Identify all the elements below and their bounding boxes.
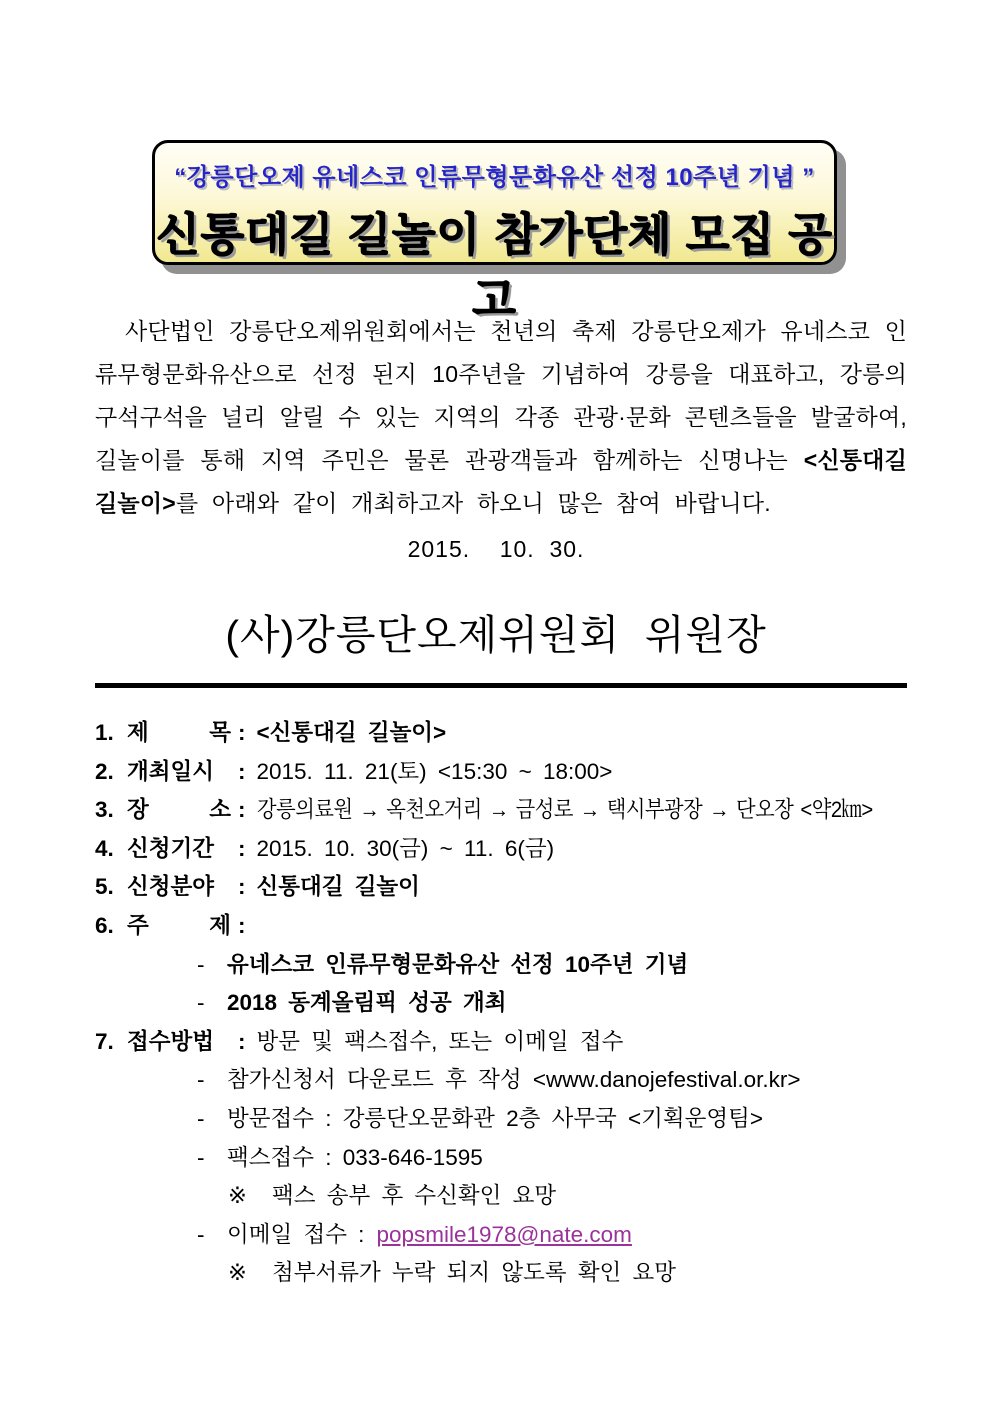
- item-value: 2015. 11. 21(토) <15:30 ~ 18:00>: [256, 758, 613, 784]
- banner-title: 신통대길 길놀이 참가단체 모집 공고: [156, 209, 833, 325]
- item-number: 6.: [95, 912, 114, 938]
- item-colon: :: [238, 835, 246, 861]
- item-label: 접수방법: [127, 1028, 214, 1054]
- subitem-text: 방문접수 : 강릉단오문화관 2층 사무국 <기획운영팀>: [227, 1105, 764, 1131]
- item-number: 5.: [95, 874, 114, 900]
- item-number: 2.: [95, 758, 114, 784]
- subitem-text: 2018 동계올림픽 성공 개최: [227, 990, 507, 1016]
- item-number: 7.: [95, 1028, 114, 1054]
- reference-mark-icon: ※: [228, 1260, 247, 1286]
- reference-mark-icon: ※: [228, 1183, 247, 1209]
- item-colon: :: [238, 1028, 246, 1054]
- banner-box: [152, 140, 837, 325]
- item-label: 장 소: [127, 797, 231, 823]
- dash-bullet: -: [197, 951, 205, 977]
- dash-bullet: -: [197, 990, 205, 1016]
- detail-item-title: [95, 714, 955, 753]
- item-value-route: 강릉의료원 → 옥천오거리 → 금성로 → 택시부광장 → 단오장 <약2㎞>: [256, 797, 873, 823]
- detail-item-period: [95, 830, 955, 869]
- banner-subtitle: “강릉단오제 유네스코 인류무형문화유산 선정 10주년 기념 ”: [174, 164, 815, 191]
- dash-bullet: -: [197, 1067, 205, 1093]
- item-label: 주 제: [127, 912, 231, 938]
- note-text: 팩스 송부 후 수신확인 요망: [272, 1183, 557, 1209]
- item-label: 신청기간: [127, 835, 214, 861]
- announcement-date: 2015. 10. 30.: [407, 536, 585, 562]
- intro-text-after: 를 아래와 같이 개최하고자 하오니 많은 참여 바랍니다.: [175, 490, 771, 516]
- detail-item-apply-method: [95, 1023, 955, 1062]
- topic-subitem: [95, 984, 955, 1023]
- item-label: 개최일시: [127, 758, 214, 784]
- subitem-text: 팩스접수 : 033-646-1595: [227, 1144, 483, 1170]
- item-value: 방문 및 팩스접수, 또는 이메일 접수: [256, 1028, 624, 1054]
- intro-paragraph: [95, 310, 907, 525]
- apply-subitem-fax: [95, 1139, 955, 1178]
- fax-note: [95, 1177, 955, 1216]
- item-colon: :: [238, 874, 246, 900]
- item-number: 3.: [95, 797, 114, 823]
- subitem-text: 참가신청서 다운로드 후 작성 <www.danojefestival.or.kr>: [227, 1067, 801, 1093]
- item-colon: :: [238, 797, 246, 823]
- apply-subitem-visit: [95, 1100, 955, 1139]
- item-label: 신청분야: [127, 874, 214, 900]
- signature-title: (사)강릉단오제위원회 위원장: [225, 612, 767, 658]
- email-note: [95, 1254, 955, 1293]
- detail-item-topic: [95, 907, 955, 946]
- item-colon: :: [238, 720, 246, 745]
- dash-bullet: -: [197, 1105, 205, 1131]
- item-value: 신통대길 길놀이: [256, 874, 420, 900]
- details-list: [95, 714, 955, 1293]
- item-value: 2015. 10. 30(금) ~ 11. 6(금): [256, 835, 555, 861]
- item-number: 1.: [95, 720, 114, 745]
- item-label: 제 목: [127, 720, 231, 745]
- item-value: <신통대길 길놀이>: [256, 720, 447, 745]
- item-number: 4.: [95, 835, 114, 861]
- horizontal-divider: [95, 683, 907, 688]
- apply-subitem-download: [95, 1061, 955, 1100]
- topic-subitem: [95, 946, 955, 985]
- dash-bullet: -: [197, 1144, 205, 1170]
- dash-bullet: -: [197, 1221, 205, 1247]
- note-text: 첨부서류가 누락 되지 않도록 확인 요망: [272, 1260, 677, 1286]
- subitem-text: 유네스코 인류무형문화유산 선정 10주년 기념: [227, 951, 689, 977]
- detail-item-category: [95, 868, 955, 907]
- apply-subitem-email: [95, 1216, 955, 1255]
- detail-item-datetime: [95, 753, 955, 792]
- email-link[interactable]: popsmile1978@nate.com: [376, 1221, 632, 1247]
- detail-item-place: [95, 791, 955, 830]
- item-colon: :: [238, 912, 246, 938]
- intro-text-before: 사단법인 강릉단오제위원회에서는 천년의 축제 강릉단오제가 유네스코 인류무형문화유산으로 선정 된지 10주년을 기념하여 강릉을 대표하고, 강릉의 구석구석을 널리 알릴 수 있는 지역의 각종 관광·문화 콘텐츠들을 발굴하여, 길놀이를 통해 지역 주민은 물론 관광객들과 함께하는 신명나는: [95, 318, 907, 473]
- item-colon: :: [238, 758, 246, 784]
- intro-text-bold: <신통대길 길놀이>: [95, 447, 907, 516]
- email-label: 이메일 접수 :: [227, 1221, 365, 1247]
